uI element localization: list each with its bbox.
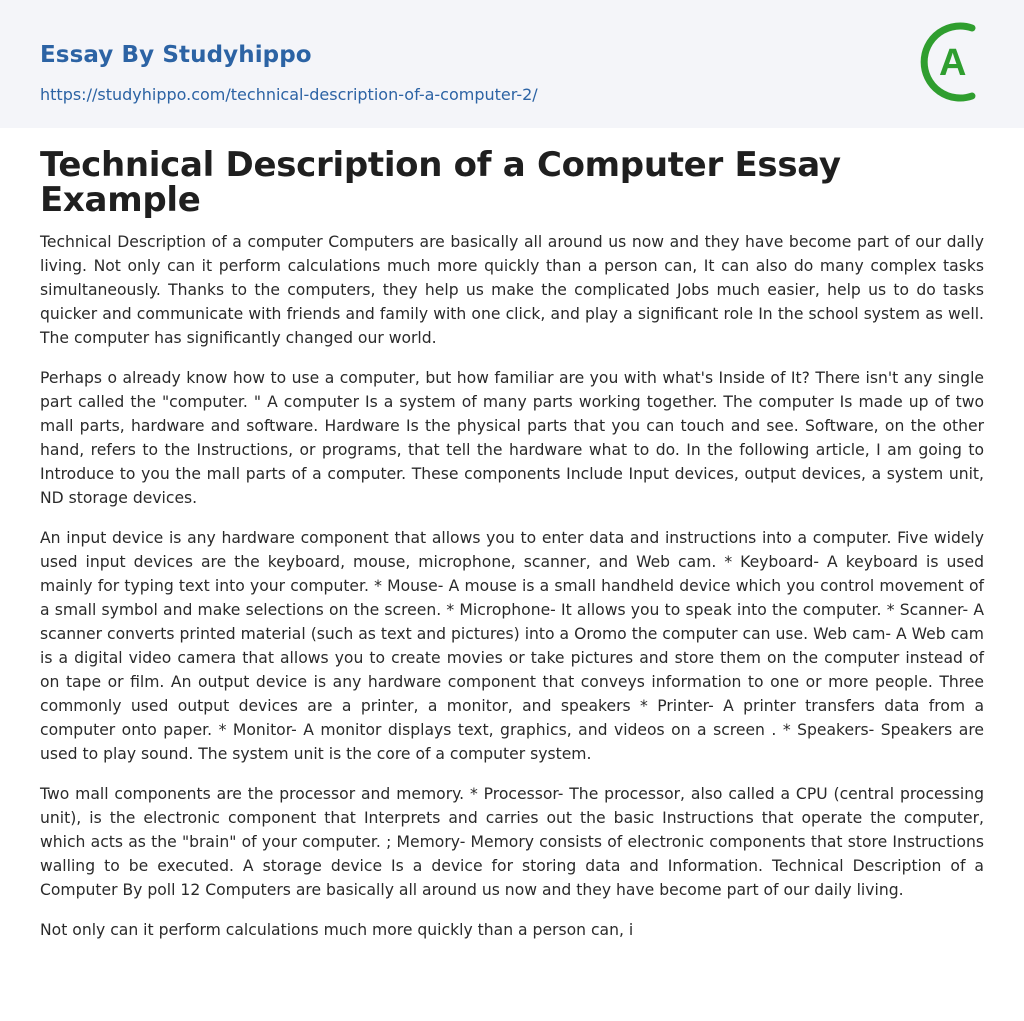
paragraph: Technical Description of a computer Computers are basically all around us now and they have become part of our dally living. Not only can it perform calculations much more quickly than a person can, It can also do many complex tasks simultaneously. Thanks to the computers, they help us make the complicated Jobs much easier, help us to do tasks quicker and communicate with friends and family with one click, and play a significant role In the school system as well. The computer has significantly changed our world. <box>40 233 984 347</box>
circle-a-logo-icon[interactable] <box>912 18 988 106</box>
paragraph: Perhaps o already know how to use a computer, but how familiar are you with what's Inside of It? There isn't any single part called the "computer. " A computer Is a system of many parts working together. The computer Is made up of two mall parts, hardware and software. Hardware Is the physical parts that you can touch and see. Software, on the other hand, refers to the Instructions, or programs, that tell the hardware what to do. In the following article, I am going to Introduce to you the mall parts of a computer. These components Include Input devices, output devices, a system unit, ND storage devices. <box>40 369 984 507</box>
site-header <box>0 0 1024 128</box>
site-name[interactable]: Essay By Studyhippo <box>40 42 312 68</box>
page-url-link[interactable]: https://studyhippo.com/technical-description-of-a-computer-2/ <box>40 85 538 104</box>
article <box>40 145 984 942</box>
paragraph: Two mall components are the processor and memory. * Processor- The processor, also called a CPU (central processing unit), is the electronic component that Interprets and carries out the basic Instructions that operate the computer, which acts as the "brain" of your computer. ; Memory- Memory consists of electronic components that store Instructions walling to be executed. A storage device Is a device for storing data and Information. Technical Description of a Computer By poll 12 Computers are basically all around us now and they have become part of our daily living. <box>40 785 984 899</box>
article-title: Technical Description of a Computer Essay Example <box>40 145 841 220</box>
logo-letter: A <box>939 42 967 84</box>
paragraph: An input device is any hardware component that allows you to enter data and instructions into a computer. Five widely used input devices are the keyboard, mouse, microphone, scanner, and Web cam. * Keyboard- A keyboard is used mainly for typing text into your computer. * Mouse- A mouse is a small handheld device which you control movement of a small symbol and make selections on the screen. * Microphone- It allows you to speak into the computer. * Scanner- A scanner converts printed material (such as text and pictures) into a Oromo the computer can use. Web cam- A Web cam is a digital video camera that allows you to create movies or take pictures and store them on the computer instead of on tape or film. An output device is any hardware component that conveys information to one or more people. Three commonly used output devices are a printer, a monitor, and speakers * Printer- A printer transfers data from a computer onto paper. * Monitor- A monitor displays text, graphics, and videos on a screen . * Speakers- Speakers are used to play sound. The system unit is the core of a computer system. <box>40 529 984 763</box>
paragraph: Not only can it perform calculations much more quickly than a person can, i <box>40 921 634 939</box>
